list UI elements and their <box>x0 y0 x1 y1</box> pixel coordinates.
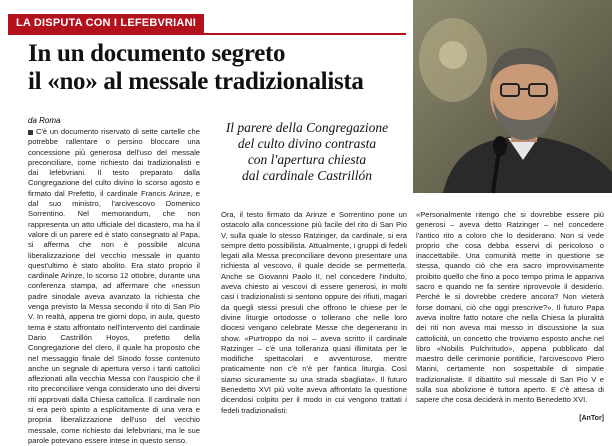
headline <box>28 40 418 96</box>
headline-line-1: In un documento segreto <box>28 40 286 67</box>
column-1-text: C'è un documento riservato di sette cartelle che potrebbe rallentare o persino bloccare una concessione più generosa dell'uso del messale preconciliare, come richiesto dai tradizionalisti e dai lefebvriani. Il testo preparato dalla Congregazione del culto divino lo scorso agosto e firmato dal Prefetto, il cardinale Francis Arinze, e dal suo ministro, l'arcivescovo Domenico Sorrentino. Nel memorandum, che non rappresenta un atto ufficiale del dicastero, ma ha il valore di un parere ed è stato consegnato al Papa, si afferma che non è possibile alcuna liberalizzazione del vecchio messale in quanto quest'ultimo è stato abolito. Era stato proprio il cardinale Arinze, lo scorso 12 ottobre, durante una conferenza stampa, ad affermare che «nessun padre sinodale aveva avanzato la richiesta che venga previsto la Messa secondo il rito di San Pio V. In realtà, appena tre giorni dopo, in aula, questo tema è stato affrontato nell'intervento del cardinale Dario Castrillón Hoyos, prefetto della Congregazione del clero, il quale ha proposto che nel messaggio finale del Sinodo fosse contenuto anche un segnale di apertura verso i tanti cattolici affezionati alla vecchia Messa con l'auspicio che il rito preconciliare venga considerato uno dei diversi riti approvati dalla Chiesa cattolica. Il cardinale non si era però spinto a esplicitamente di una vera e propria liberalizzazione dell'uso del vecchio messale, come richiesto dai lefebvriani, ma le sue parole potevano essere intese in questo senso. <box>28 127 200 445</box>
subtitle-line-1: Il parere della Congregazione <box>225 120 389 135</box>
subtitle-line-2: del culto divino contrasta <box>237 136 377 151</box>
column-3-text: «Personalmente ritengo che si dovrebbe essere più generosi – aveva detto Ratzinger – nel concedere l'antico rito a coloro che lo desiderano. Non si vede proprio che cosa debba esservi di pericoloso o inaccettabile. Una comunità mette in questione se stessa, quando ciò che era sacro improvvisamente proibito quello che fino a poco tempo prima le appariva sacro e quando ne fa sentire riprovevole il desiderio. Perché le si dovrebbe credere ancora? Non vieterà forse domani, ciò che oggi prescrive?». Il futuro Papa aveva inoltre fatto notare che nella Chiesa la pluralità dei riti non aveva mai messo in discussione la sua cattolicità, un concetto che troviamo esposto anche nel libro «Nobilis Pulchritudo», appena pubblicato dal maestro delle cerimonie pontificie, l'arcivescovo Piero Marini, certamente non sospettabile di simpatie tradizionaliste. Il dibattito sul messale di San Pio V e sulla sua abolizione è tuttora aperto. E c'è attesa di sapere che cosa deciderà in merito Benedetto XVI. <box>416 210 604 405</box>
subtitle-line-4: dal cardinale Castrillón <box>241 168 372 183</box>
subtitle-line-3: con l'apertura chiesta <box>247 152 367 167</box>
article-column-3 <box>416 210 604 413</box>
section-kicker: LA DISPUTA CON I LEFEBVRIANI <box>8 14 204 33</box>
article-column-2 <box>221 210 407 423</box>
bullet-icon <box>28 130 33 135</box>
article-photo <box>413 0 612 193</box>
kicker-rule <box>8 33 406 35</box>
subtitle <box>204 120 410 184</box>
column-2-text: Ora, il testo firmato da Arinze e Sorrentino pone un ostacolo alla concessione più facile del rito di San Pio V, sulla quale lo stesso Ratzinger, da cardinale, si era sempre detto possibilista. Attualmente, i gruppi di fedeli legati alla Messa preconciliare devono presentare una richiesta al vescovo, il quale decide se permetterla. Anche se Giovanni Paolo II, nel concedere l'indulto, aveva chiesto ai vescovi di essere generosi, in molti casi i tradizionalisti si sentono oppure dei rifiuti, magari da quegli stessi presuli che offrono le chiese per le divine liturgie ortodosse o tollerano che nelle loro diocesi vengano celebrate Messe che degenerano in show. «Purtroppo da noi – aveva scritto il cardinale Ratzinger – c'è una tolleranza quasi illimitata per le modifiche spettacolari e avventurose, mentre praticamente non c'è n'è per l'antica liturgia. Così siamo sicuramente su una strada sbagliata». Il futuro Benedetto XVI più volte aveva affrontato la questione dicendosi colpito per il modo in cui vengono trattati i fedeli tradizionalisti: <box>221 210 407 415</box>
headline-line-2: il «no» al messale tradizionalista <box>28 68 364 95</box>
photo-illustration <box>413 0 612 193</box>
author-signature: [AnTor] <box>579 415 604 422</box>
article-column-1 <box>28 127 200 445</box>
byline: da Roma <box>28 116 61 125</box>
